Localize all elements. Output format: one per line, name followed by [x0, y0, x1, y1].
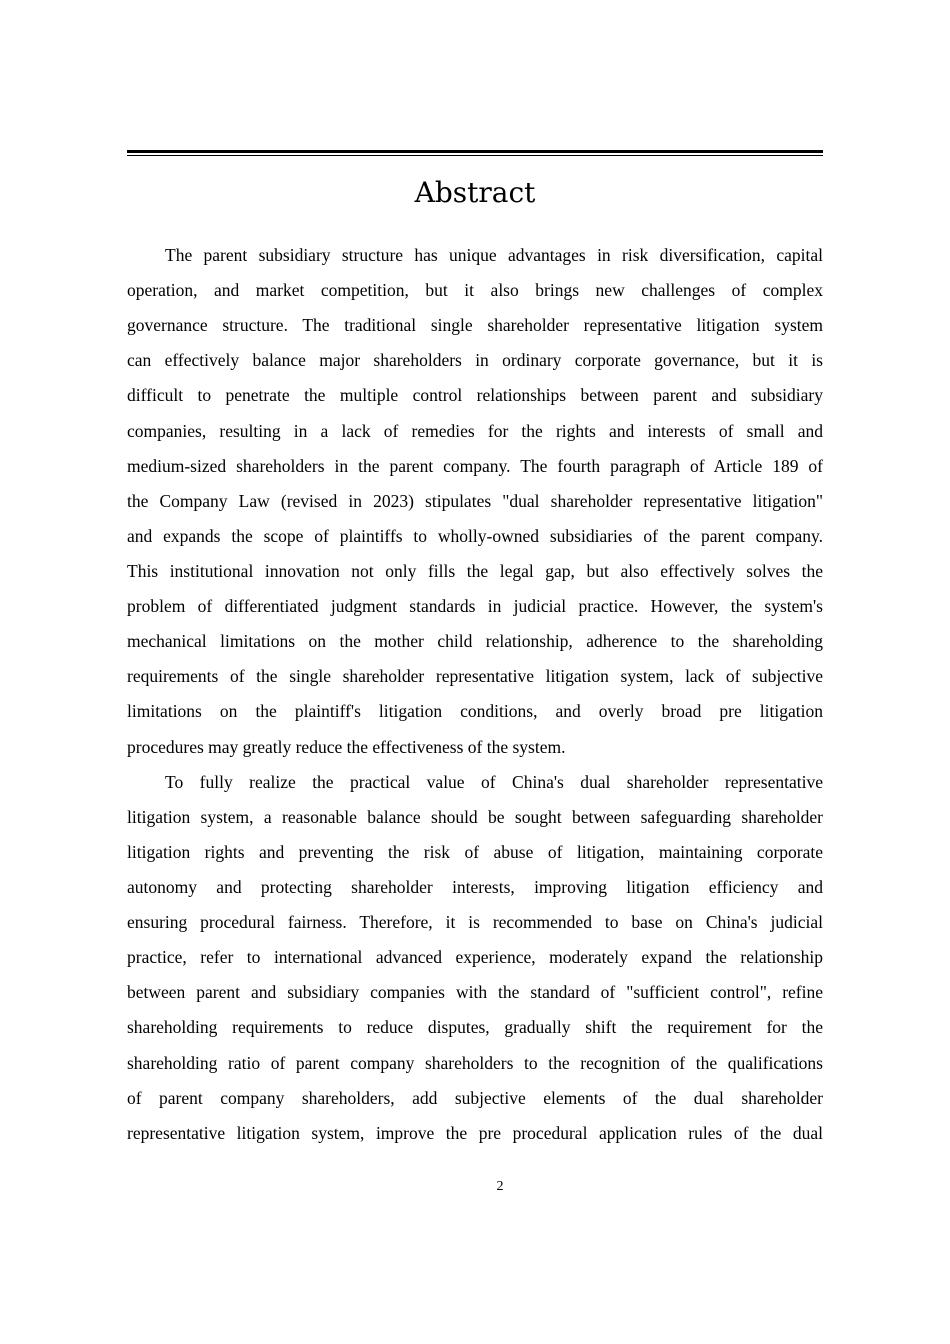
paragraph-1-line: difficult to penetrate the multiple control relationships between parent and subsidiary [127, 385, 823, 406]
paragraph-1-line: problem of differentiated judgment standards in judicial practice. However, the system's [127, 596, 823, 617]
paragraph-2-line: of parent company shareholders, add subjective elements of the dual shareholder [127, 1087, 823, 1108]
paragraph-2-line: between parent and subsidiary companies with the standard of "sufficient control", refine [127, 982, 823, 1003]
header-rule-thick [127, 150, 823, 153]
paragraph-2-line: representative litigation system, improve the pre procedural application rules of the dual [127, 1122, 823, 1143]
paragraph-2-line: litigation rights and preventing the risk of abuse of litigation, maintaining corporate [127, 841, 823, 862]
paragraph-2-line: shareholding ratio of parent company shareholders to the recognition of the qualifications [127, 1052, 823, 1073]
paragraph-1-line: governance structure. The traditional single shareholder representative litigation system [127, 315, 823, 336]
page-title: Abstract [414, 176, 536, 209]
header-rule-thin [127, 155, 823, 156]
paragraph-2-line: autonomy and protecting shareholder interests, improving litigation efficiency and [127, 876, 823, 897]
paragraph-2-line: To fully realize the practical value of China's dual shareholder representative [165, 771, 823, 792]
paragraph-2-line: shareholding requirements to reduce disputes, gradually shift the requirement for the [127, 1017, 823, 1038]
paragraph-1-line: This institutional innovation not only fills the legal gap, but also effectively solves the [127, 560, 823, 581]
paragraph-2-line: ensuring procedural fairness. Therefore, it is recommended to base on China's judicial [127, 912, 823, 933]
page-number: 2 [496, 1179, 504, 1194]
paragraph-1-line: can effectively balance major shareholders in ordinary corporate governance, but it is [127, 350, 823, 371]
paragraph-1-line: and expands the scope of plaintiffs to wholly-owned subsidiaries of the parent company. [127, 525, 823, 546]
paragraph-1-line: mechanical limitations on the mother child relationship, adherence to the shareholding [127, 631, 823, 652]
paragraph-1-line: companies, resulting in a lack of remedies for the rights and interests of small and [127, 420, 823, 441]
paragraph-1-line: operation, and market competition, but it also brings new challenges of complex [127, 280, 823, 301]
paragraph-1-line: requirements of the single shareholder representative litigation system, lack of subjective [127, 666, 823, 687]
paragraph-1-line: the Company Law (revised in 2023) stipulates "dual shareholder representative litigation" [127, 490, 823, 511]
paragraph-2-line: practice, refer to international advanced experience, moderately expand the relationship [127, 947, 823, 968]
paragraph-1-line: The parent subsidiary structure has unique advantages in risk diversification, capital [165, 245, 823, 265]
paragraph-2-line: litigation system, a reasonable balance should be sought between safeguarding shareholder [127, 806, 823, 827]
paragraph-1-line: procedures may greatly reduce the effectiveness of the system. [127, 736, 566, 757]
abstract-body [127, 238, 823, 1151]
paragraph-1-line: medium-sized shareholders in the parent company. The fourth paragraph of Article 189 of [127, 455, 823, 476]
paragraph-1-line: limitations on the plaintiff's litigation conditions, and overly broad pre litigation [127, 701, 823, 722]
